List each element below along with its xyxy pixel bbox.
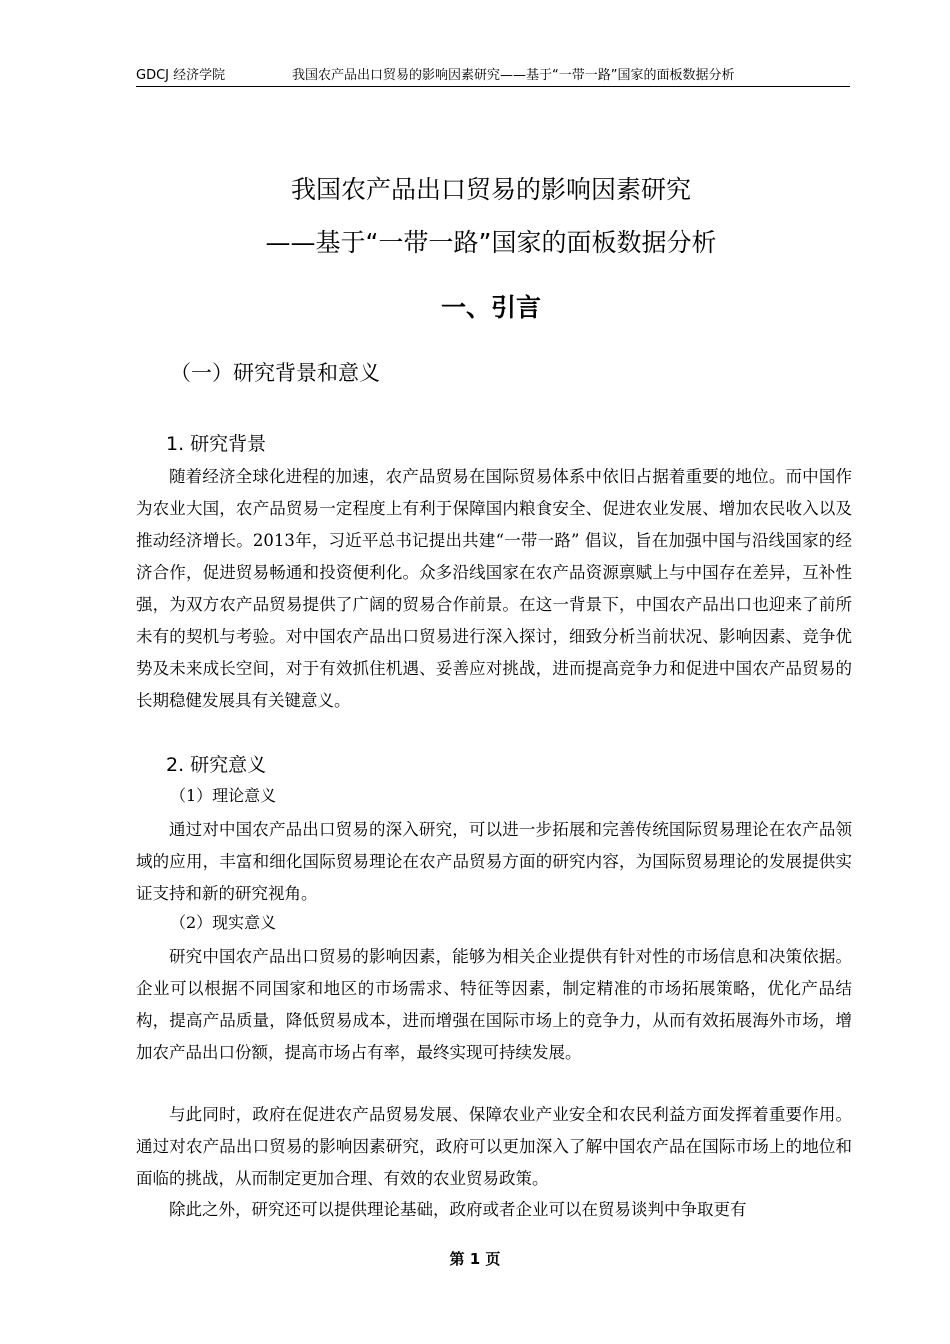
theory-paragraph: 通过对中国农产品出口贸易的深入研究，可以进一步拓展和完善传统国际贸易理论在农产品领域的应用，丰富和细化国际贸易理论在农产品贸易方面的研究内容，为国际贸易理论的发展提供实证支持和新的研究视角。 [136, 820, 852, 903]
practice-paragraph-3: 除此之外，研究还可以提供理论基础，政府或者企业可以在贸易谈判中争取更有 [169, 1200, 747, 1219]
practice-paragraph-2: 与此同时，政府在促进农产品贸易发展、保障农业产业安全和农民利益方面发挥着重要作用。通过对农产品出口贸易的影响因素研究，政府可以更加深入了解中国农产品在国际市场上的地位和面临的挑战，从而制定更加合理、有效的农业贸易政策。 [136, 1105, 852, 1188]
background-paragraph: 随着经济全球化进程的加速，农产品贸易在国际贸易体系中依旧占据着重要的地位。而中国作为农业大国，农产品贸易一定程度上有利于保障国内粮食安全、促进农业发展、增加农民收入以及推动经济增长。2013年，习近平总书记提出共建“一带一路” 倡议，旨在加强中国与沿线国家的经济合作，促进贸易畅通和投资便利化。众多沿线国家在农产品资源禀赋上与中国存在差异，互补性强，为双方农产品贸易提供了广阔的贸易合作前景。在这一背景下，中国农产品出口也迎来了前所未有的契机与考验。对中国农产品出口贸易进行深入探讨，细致分析当前状况、影响因素、竞争优势及未来成长空间，对于有效抓住机遇、妥善应对挑战，进而提高竞争力和促进中国农产品贸易的长期稳健发展具有关键意义。 [136, 467, 852, 710]
significance-heading: 2. 研究意义 [166, 754, 267, 776]
header-paper-title: 我国农产品出口贸易的影响因素研究——基于“一带一路”国家的面板数据分析 [292, 68, 735, 83]
section-title: 一、引言 [440, 293, 541, 322]
theory-heading: （1）理论意义 [170, 786, 277, 805]
running-header [136, 66, 850, 87]
paper-title-line1: 我国农产品出口贸易的影响因素研究 [290, 175, 691, 204]
header-institution: GDCJ 经济学院 [136, 68, 226, 83]
paper-title-line2: ——基于“一带一路”国家的面板数据分析 [265, 228, 717, 257]
subsection-title: （一）研究背景和意义 [170, 361, 380, 385]
practice-paragraph-1: 研究中国农产品出口贸易的影响因素，能够为相关企业提供有针对性的市场信息和决策依据。企业可以根据不同国家和地区的市场需求、特征等因素，制定精准的市场拓展策略，优化产品结构，提高产品质量，降低贸易成本，进而增强在国际市场上的竞争力，从而有效拓展海外市场，增加农产品出口份额，提高市场占有率，最终实现可持续发展。 [136, 947, 852, 1062]
page-number: 第 1 页 [449, 1250, 501, 1268]
background-heading: 1. 研究背景 [166, 433, 267, 455]
practice-heading: （2）现实意义 [170, 913, 277, 932]
